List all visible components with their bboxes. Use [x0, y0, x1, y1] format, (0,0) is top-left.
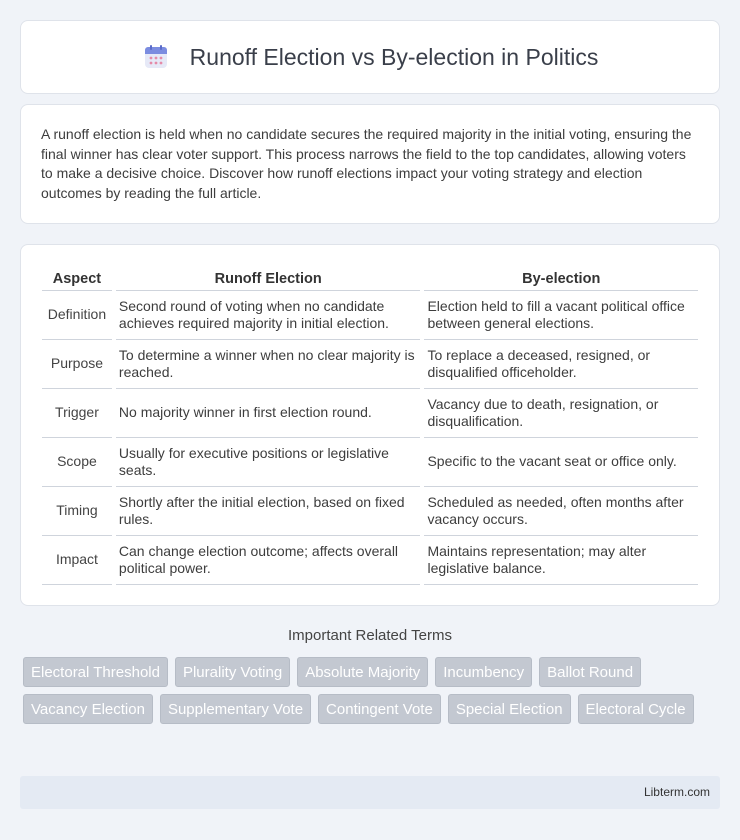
- footer-site-link[interactable]: Libterm.com: [643, 785, 710, 799]
- tag-contingent-vote[interactable]: Contingent Vote: [318, 694, 441, 724]
- header-aspect: Aspect: [42, 265, 112, 291]
- footer: [20, 776, 720, 809]
- header-by-election: By-election: [424, 265, 698, 291]
- table-header-row: [42, 265, 698, 291]
- table-row: [42, 389, 698, 438]
- row-by-election: Maintains representation; may alter legislative balance.: [424, 536, 698, 585]
- related-terms-title: Important Related Terms: [288, 627, 452, 644]
- row-runoff: No majority winner in first election round.: [116, 389, 421, 438]
- row-runoff: Can change election outcome; affects overall political power.: [116, 536, 421, 585]
- table-row: [42, 291, 698, 340]
- table-row: [42, 536, 698, 585]
- table-row: [42, 438, 698, 487]
- row-by-election: Election held to fill a vacant political office between general elections.: [424, 291, 698, 340]
- row-aspect: Definition: [42, 291, 112, 340]
- row-runoff: Second round of voting when no candidate achieves required majority in initial election.: [116, 291, 421, 340]
- row-aspect: Trigger: [42, 389, 112, 438]
- row-by-election: To replace a deceased, resigned, or disqualified officeholder.: [424, 340, 698, 389]
- header-card: [20, 20, 720, 94]
- table-row: [42, 340, 698, 389]
- row-by-election: Specific to the vacant seat or office only.: [424, 438, 698, 487]
- comparison-card: [20, 244, 720, 606]
- row-runoff: Usually for executive positions or legislative seats.: [116, 438, 421, 487]
- tag-supplementary-vote[interactable]: Supplementary Vote: [160, 694, 311, 724]
- tag-vacancy-election[interactable]: Vacancy Election: [23, 694, 153, 724]
- row-runoff: To determine a winner when no clear majority is reached.: [116, 340, 421, 389]
- row-aspect: Purpose: [42, 340, 112, 389]
- row-by-election: Scheduled as needed, often months after vacancy occurs.: [424, 487, 698, 536]
- row-aspect: Impact: [42, 536, 112, 585]
- intro-card: [20, 104, 720, 224]
- page-title: Runoff Election vs By-election in Politics: [189, 43, 599, 70]
- row-by-election: Vacancy due to death, resignation, or disqualification.: [424, 389, 698, 438]
- row-aspect: Scope: [42, 438, 112, 487]
- tag-special-election[interactable]: Special Election: [448, 694, 571, 724]
- tag-electoral-threshold[interactable]: Electoral Threshold: [23, 657, 168, 687]
- table-row: [42, 487, 698, 536]
- row-aspect: Timing: [42, 487, 112, 536]
- related-terms-list: [23, 657, 703, 731]
- tag-absolute-majority[interactable]: Absolute Majority: [297, 657, 428, 687]
- row-runoff: Shortly after the initial election, based on fixed rules.: [116, 487, 421, 536]
- tag-plurality-voting[interactable]: Plurality Voting: [175, 657, 290, 687]
- header-runoff: Runoff Election: [116, 265, 421, 291]
- tag-electoral-cycle[interactable]: Electoral Cycle: [578, 694, 694, 724]
- tag-incumbency[interactable]: Incumbency: [435, 657, 532, 687]
- intro-text: A runoff election is held when no candidate secures the required majority in the initial voting, ensuring the final winner has clear voter support. This process narrows the field to the top candidates, allowing voters to make a decisive choice. Discover how runoff elections impact your voting strategy and election outcomes by reading the full article.: [41, 126, 692, 201]
- comparison-table: [38, 265, 702, 585]
- calendar-icon: [142, 43, 170, 71]
- tag-ballot-round[interactable]: Ballot Round: [539, 657, 641, 687]
